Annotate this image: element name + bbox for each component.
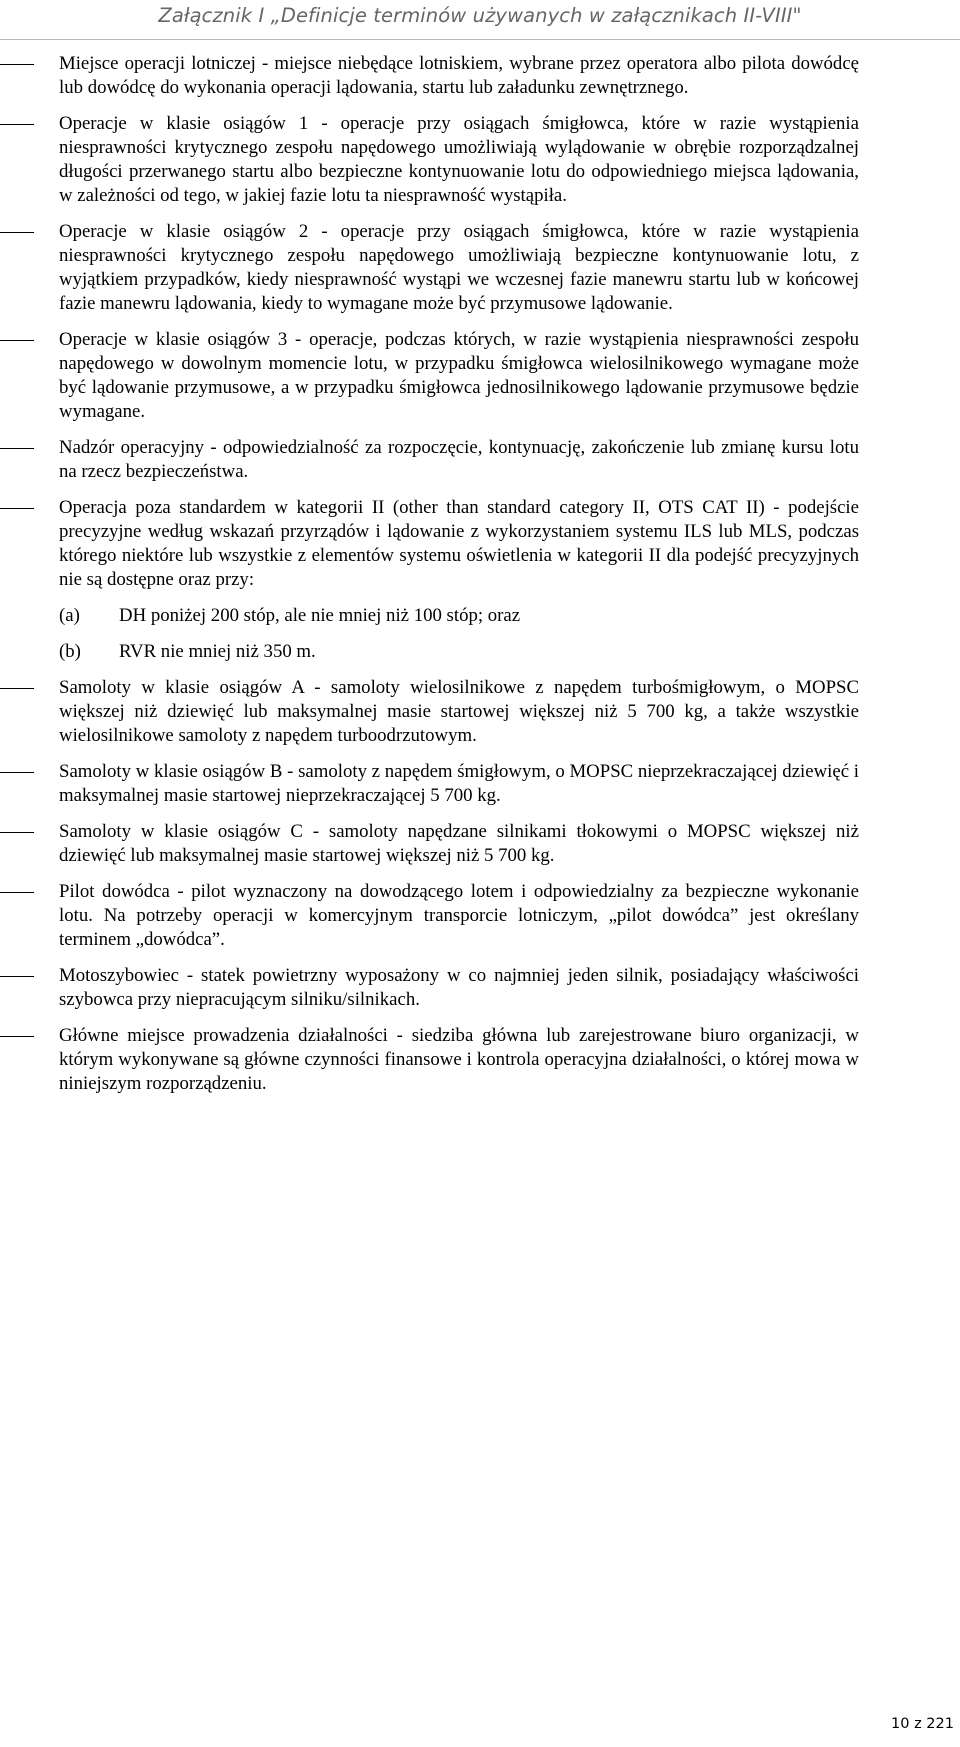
definition-text: Samoloty w klasie osiągów C - samoloty napędzane silnikami tłokowymi o MOPSC większej niż dziewięć lub maksymalnej masie startowej większej niż 5 700 kg. [59, 821, 859, 866]
definition-item [0, 496, 859, 592]
sub-item [0, 604, 960, 628]
dash-bullet-icon [0, 832, 34, 833]
definition-text: Motoszybowiec - statek powietrzny wyposażony w co najmniej jeden silnik, posiadający właściwości szybowca przy niepracującym silniku/silnikach. [59, 965, 859, 1010]
definition-item [0, 52, 859, 100]
definition-text: Pilot dowódca - pilot wyznaczony na dowodzącego lotem i odpowiedzialny za bezpieczne wykonanie lotu. Na potrzeby operacji w komercyjnym transporcie lotniczym, „pilot dowódca” jest określany terminem „dowódca”. [59, 881, 859, 950]
definition-text: Operacje w klasie osiągów 2 - operacje przy osiągach śmigłowca, które w razie wystąpienia niesprawności krytycznego zespołu napędowego umożliwiają bezpieczne kontynuowanie lotu, z wyjątkiem przypadków, kiedy niesprawność wystąpi we wczesnej fazie manewru startu lub w końcowej fazie manewru lądowania, kiedy to wymagane może być przymusowe lądowanie. [59, 221, 859, 314]
definition-text: Operacje w klasie osiągów 3 - operacje, podczas których, w razie wystąpienia niesprawności zespołu napędowego w dowolnym momencie lotu, w przypadku śmigłowca wielosilnikowego wymagane może być lądowanie przymusowe, a w przypadku śmigłowca jednosilnikowego lądowanie przymusowe będzie wymagane. [59, 329, 859, 422]
dash-bullet-icon [0, 448, 34, 449]
definition-item [0, 112, 859, 208]
dash-bullet-icon [0, 976, 34, 977]
definition-text: Samoloty w klasie osiągów B - samoloty z napędem śmigłowym, o MOPSC nieprzekraczającej dziewięć i maksymalnej masie startowej nieprzekraczającej 5 700 kg. [59, 761, 859, 806]
header-divider [0, 39, 960, 40]
sub-item [0, 640, 960, 664]
definition-text: Miejsce operacji lotniczej - miejsce niebędące lotniskiem, wybrane przez operatora albo pilota dowódcę lub dowódcę do wykonania operacji lądowania, startu lub załadunku zewnętrznego. [59, 53, 859, 98]
sub-item-text: RVR nie mniej niż 350 m. [119, 641, 316, 662]
definition-item [0, 1024, 859, 1096]
definition-item [0, 328, 859, 424]
definition-item [0, 220, 859, 316]
dash-bullet-icon [0, 688, 34, 689]
dash-bullet-icon [0, 892, 34, 893]
dash-bullet-icon [0, 124, 34, 125]
definition-item [0, 820, 859, 868]
sub-item-label: (a) [59, 605, 80, 626]
dash-bullet-icon [0, 772, 34, 773]
page-number: 10 z 221 [891, 1716, 954, 1732]
definition-item [0, 676, 859, 748]
page-header-title: Załącznik I „Definicje terminów używanych w załącznikach II-VIII" [158, 4, 802, 27]
sub-item-text: DH poniżej 200 stóp, ale nie mniej niż 100 stóp; oraz [119, 605, 521, 626]
definition-text: Operacje w klasie osiągów 1 - operacje przy osiągach śmigłowca, które w razie wystąpienia niesprawności krytycznego zespołu napędowego umożliwiają wylądowanie w obrębie rozporządzalnej długości przerwanego startu albo bezpieczne kontynuowanie lotu do odpowiedniego miejsca lądowania, w zależności od tego, w jakiej fazie lotu ta niesprawność wystąpiła. [59, 113, 859, 206]
definition-text: Nadzór operacyjny - odpowiedzialność za rozpoczęcie, kontynuację, zakończenie lub zmianę kursu lotu na rzecz bezpieczeństwa. [59, 437, 859, 482]
document-body [0, 52, 960, 1108]
dash-bullet-icon [0, 1036, 34, 1037]
sub-item-label: (b) [59, 641, 81, 662]
definition-text: Samoloty w klasie osiągów A - samoloty wielosilnikowe z napędem turbośmigłowym, o MOPSC większej niż dziewięć lub maksymalnej masie startowej większej niż 5 700 kg, a także wszystkie wielosilnikowe samoloty z napędem turboodrzutowym. [59, 677, 859, 746]
definition-text: Główne miejsce prowadzenia działalności - siedziba główna lub zarejestrowane biuro organizacji, w którym wykonywane są główne czynności finansowe i kontrola operacyjna działalności, o której mowa w niniejszym rozporządzeniu. [59, 1025, 859, 1094]
definition-item [0, 436, 859, 484]
dash-bullet-icon [0, 64, 34, 65]
definition-item [0, 880, 859, 952]
dash-bullet-icon [0, 340, 34, 341]
definition-text: Operacja poza standardem w kategorii II (other than standard category II, OTS CAT II) - podejście precyzyjne według wskazań przyrządów i lądowanie z wykorzystaniem systemu ILS lub MLS, podczas którego niektóre lub wszystkie z elementów systemu oświetlenia w kategorii II dla podejść precyzyjnych nie są dostępne oraz przy: [59, 497, 859, 590]
dash-bullet-icon [0, 508, 34, 509]
definition-item [0, 760, 859, 808]
dash-bullet-icon [0, 232, 34, 233]
definition-item [0, 964, 859, 1012]
